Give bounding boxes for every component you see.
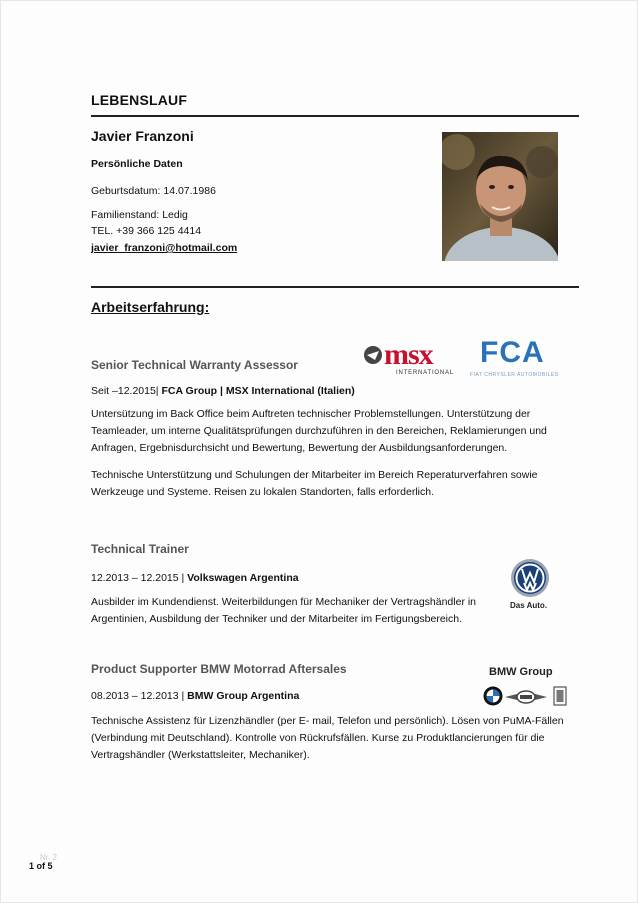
document-title: LEBENSLAUF <box>91 92 188 108</box>
birth-date: Geburtsdatum: 14.07.1986 <box>91 185 216 197</box>
title-rule <box>91 115 579 117</box>
personal-data-heading: Persönliche Daten <box>91 158 183 170</box>
job-period-1 <box>91 383 355 399</box>
job-dates-1: Seit –12.2015| <box>91 385 162 397</box>
rolls-royce-logo-icon <box>553 686 567 706</box>
job-company-1: FCA Group | MSX International (Italien) <box>161 385 355 397</box>
msx-emblem-icon <box>362 344 384 366</box>
job-period-3 <box>91 688 299 704</box>
mini-logo-icon <box>505 690 547 704</box>
job-company-2: Volkswagen Argentina <box>187 572 299 584</box>
person-name: Javier Franzoni <box>91 128 194 144</box>
msx-wordmark: msx <box>384 338 433 371</box>
job-company-3: BMW Group Argentina <box>187 690 300 702</box>
bmw-group-logo <box>480 666 575 712</box>
fca-subtitle: FIAT CHRYSLER AUTOMOBILES <box>470 372 559 378</box>
bmw-group-wordmark: BMW Group <box>489 666 553 678</box>
job-dates-2: 12.2013 – 12.2015 | <box>91 572 188 584</box>
email-link[interactable]: javier_franzoni@hotmail.com <box>91 242 238 254</box>
section-rule <box>91 286 579 288</box>
job-title-1: Senior Technical Warranty Assessor <box>91 358 298 372</box>
phone-number: TEL. +39 366 125 4414 <box>91 225 202 237</box>
job-dates-3: 08.2013 – 12.2013 | <box>91 690 188 702</box>
fca-logo <box>470 336 570 380</box>
profile-photo <box>442 132 558 261</box>
experience-heading: Arbeitserfahrung: <box>91 299 210 315</box>
msx-subtitle: INTERNATIONAL <box>396 370 454 376</box>
faint-page-mark: Nr. 2 <box>40 853 57 862</box>
fca-wordmark: FCA <box>480 336 545 369</box>
job-description-1a: Untersützung im Back Office beim Auftreten technischer Problemstellungen. Unterstützung der Teamleader, um interne Qualitätsprüfungen durchzuführen in den Bereichen, Reklamierungen und Anfragen, Ergebnisdurchsicht und Bewertung, Bewertung der Ausbildungsanforderungen. <box>91 408 547 454</box>
marital-status: Familienstand: Ledig <box>91 209 188 221</box>
msx-logo <box>362 338 466 380</box>
job-title-3: Product Supporter BMW Motorrad Aftersales <box>91 662 347 676</box>
job-title-2: Technical Trainer <box>91 542 189 556</box>
bmw-roundel-icon <box>483 686 503 706</box>
job-period-2 <box>91 570 299 586</box>
vw-logo <box>505 558 555 616</box>
job-description-2: Ausbilder im Kundendienst. Weiterbildungen für Mechaniker der Vertragshändler in Argentinien, Ausbildung der Techniker und der Mitarbeiter im Fertigungsbereich. <box>91 596 477 625</box>
job-description-3: Technische Assistenz für Lizenzhändler (per E- mail, Telefon und persönlich). Lösen von PuMA-Fällen (Verbindung mit Deutschland). Kontrolle von Rückrufsfällen. Kurse zu Produktlancierungen für die Vertragshändler (Werkstattsleiter, Mechaniker). <box>91 715 564 761</box>
job-description-1b: Technische Unterstützung und Schulungen der Mitarbeiter im Bereich Reperaturverfahren sowie Werkzeuge und Systeme. Reisen zu lokalen Standorten, falls erforderlich. <box>91 469 538 498</box>
vw-slogan: Das Auto. <box>510 601 548 610</box>
vw-emblem-icon <box>510 558 550 598</box>
page-number: 1 of 5 <box>29 861 53 871</box>
